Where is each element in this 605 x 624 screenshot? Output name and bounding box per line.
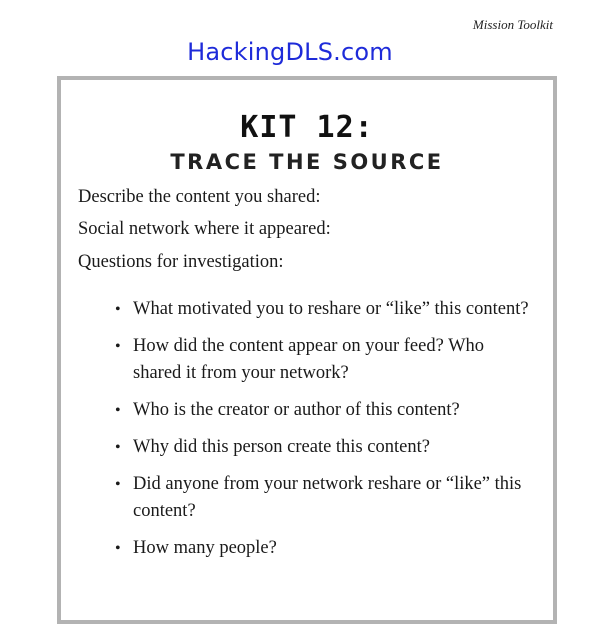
question-text: What motivated you to reshare or “like” this content? <box>133 299 529 319</box>
question-item <box>110 296 530 323</box>
question-item <box>110 397 530 424</box>
question-item <box>110 333 530 387</box>
question-item <box>110 535 530 562</box>
question-list <box>110 296 530 572</box>
field-questions-heading: Questions for investigation: <box>78 252 284 272</box>
question-text: Who is the creator or author of this content? <box>133 400 460 420</box>
question-item <box>110 434 530 461</box>
kit-title: TRACE THE SOURCE <box>170 150 444 174</box>
question-item <box>110 471 530 525</box>
field-social-network: Social network where it appeared: <box>78 219 331 239</box>
site-link[interactable]: HackingDLS.com <box>187 38 393 66</box>
bullet-icon: • <box>115 402 121 419</box>
bullet-icon: • <box>115 301 121 318</box>
bullet-icon: • <box>115 439 121 456</box>
bullet-icon: • <box>115 476 121 493</box>
bullet-icon: • <box>115 540 121 557</box>
field-content-shared: Describe the content you shared: <box>78 187 321 207</box>
kit-number: KIT 12: <box>240 110 374 145</box>
question-text: Did anyone from your network reshare or “like” this content? <box>133 474 522 521</box>
question-text: How many people? <box>133 538 277 558</box>
question-text: Why did this person create this content? <box>133 437 430 457</box>
question-text: How did the content appear on your feed? Who shared it from your network? <box>133 336 485 383</box>
bullet-icon: • <box>115 338 121 355</box>
running-head: Mission Toolkit <box>472 17 553 32</box>
